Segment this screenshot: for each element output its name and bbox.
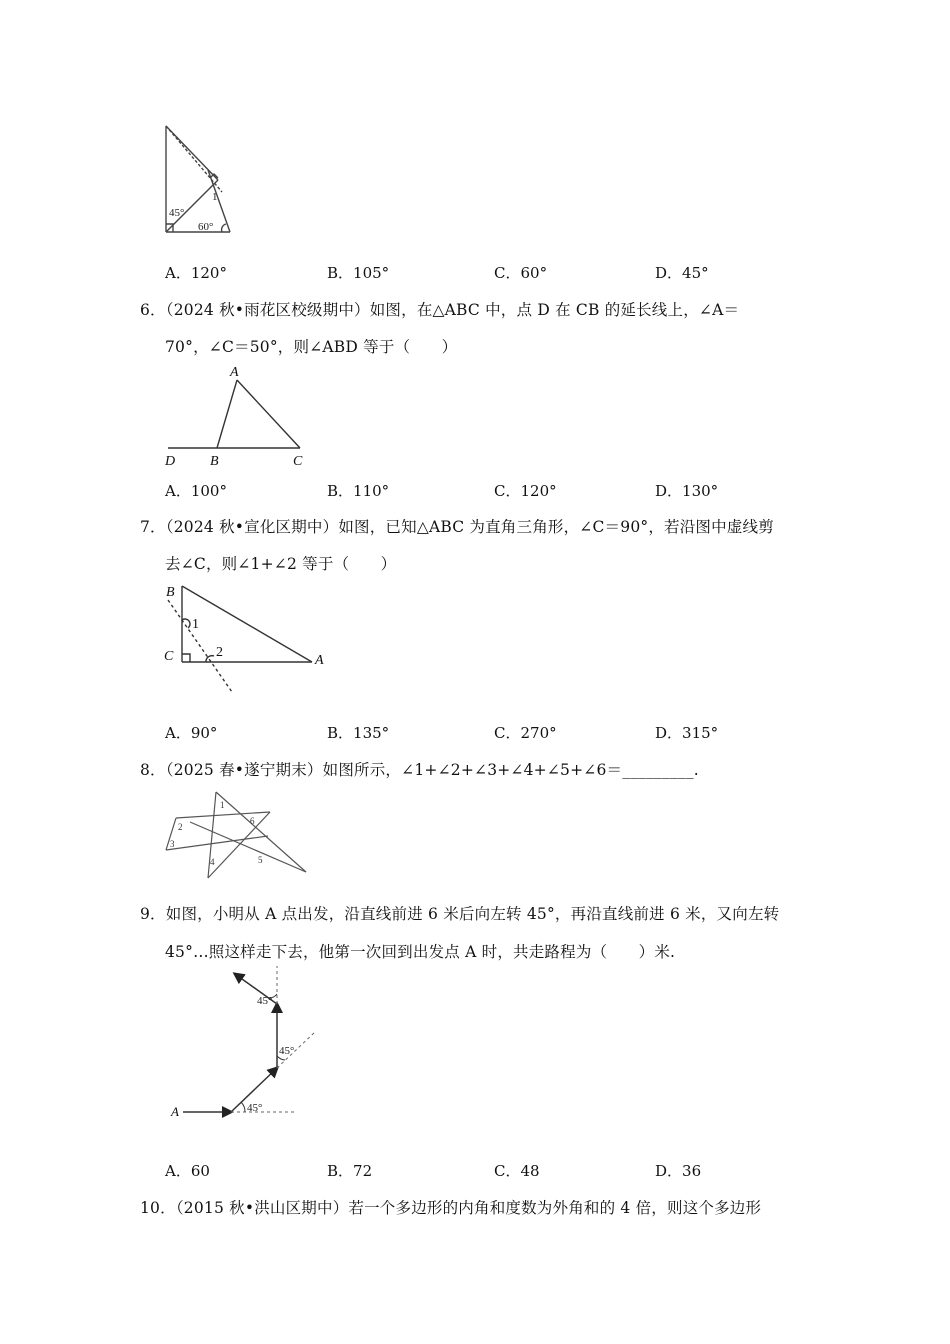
q7-label-b: B — [166, 585, 175, 600]
q9-label-45-3: 45° — [257, 995, 273, 1007]
q6-figure — [160, 362, 320, 472]
q9-option-c[interactable]: C．48 — [494, 1162, 540, 1180]
q7-option-c[interactable]: C．270° — [494, 724, 557, 742]
q7-side-ab — [182, 586, 312, 662]
q9-label-a: A — [171, 1104, 179, 1119]
q6-label-b: B — [210, 454, 219, 469]
q5-option-c[interactable]: C．60° — [494, 264, 548, 282]
q7-option-a[interactable]: A．90° — [165, 724, 218, 742]
q7-stem-line-1: 7．（2024 秋•宣化区期中）如图，已知△ABC 为直角三角形，∠C＝90°，若沿图中虚线剪 — [140, 518, 774, 536]
q7-option-d[interactable]: D．315° — [655, 724, 719, 742]
q5-option-a[interactable]: A．120° — [165, 264, 227, 282]
q6-side-ab — [217, 380, 237, 448]
q6-stem-line-2: 70°，∠C＝50°，则∠ABD 等于（ ） — [165, 338, 458, 356]
q5-upper-hypotenuse — [166, 126, 218, 180]
q7-label-a: A — [315, 653, 324, 668]
q5-label-45: 45° — [169, 207, 185, 219]
q6-label-d: D — [165, 454, 176, 469]
q8-line-g — [190, 822, 306, 872]
q8-label-2: 2 — [178, 822, 183, 832]
q8-label-1: 1 — [220, 800, 225, 810]
q7-label-1: 1 — [192, 617, 199, 632]
q9-arc-1 — [241, 1102, 245, 1112]
q5-option-d[interactable]: D．45° — [655, 264, 709, 282]
q6-option-a[interactable]: A．100° — [165, 482, 227, 500]
q5-dashed-line — [166, 126, 222, 192]
q9-stem-line-2: 45°…照这样走下去，他第一次回到出发点 A 时，共走路程为（ ）米. — [165, 943, 676, 961]
q8-stem-line-1: 8．（2025 春•遂宁期末）如图所示，∠1+∠2+∠3+∠4+∠5+∠6＝_________. — [140, 761, 699, 779]
q6-option-c[interactable]: C．120° — [494, 482, 557, 500]
q9-label-45-1: 45° — [247, 1102, 263, 1114]
q8-label-4: 4 — [210, 857, 215, 867]
q9-stem-line-1: 9．如图，小明从 A 点出发，沿直线前进 6 米后向左转 45°，再沿直线前进 6 米，又向左转 — [140, 905, 780, 923]
q7-option-b[interactable]: B．135° — [327, 724, 390, 742]
q10-stem-line-1: 10．（2015 秋•洪山区期中）若一个多边形的内角和度数为外角和的 4 倍，则这个多边形 — [140, 1199, 762, 1217]
q9-label-45-2: 45° — [279, 1045, 295, 1057]
q9-option-d[interactable]: D．36 — [655, 1162, 702, 1180]
q8-line-f — [208, 812, 270, 878]
q5-angle-arc — [222, 224, 226, 232]
q7-right-angle-mark — [182, 654, 190, 662]
q5-label-60: 60° — [198, 221, 214, 233]
q6-stem-line-1: 6．（2024 秋•雨花区校级期中）如图，在△ABC 中，点 D 在 CB 的延长线上，∠A＝ — [140, 301, 740, 319]
q7-stem-line-2: 去∠C，则∠1+∠2 等于（ ） — [165, 555, 397, 573]
q6-label-c: C — [293, 454, 303, 469]
q6-side-ac — [237, 380, 300, 448]
q7-figure — [160, 578, 340, 696]
q8-line-a — [176, 812, 270, 818]
q8-figure — [160, 786, 310, 882]
q5-option-b[interactable]: B．105° — [327, 264, 390, 282]
q9-option-b[interactable]: B．72 — [327, 1162, 373, 1180]
q7-label-2: 2 — [216, 645, 223, 660]
q8-label-3: 3 — [170, 839, 175, 849]
q6-option-d[interactable]: D．130° — [655, 482, 719, 500]
q9-option-a[interactable]: A．60 — [165, 1162, 210, 1180]
q8-label-6: 6 — [250, 816, 255, 826]
q8-line-c — [166, 836, 268, 850]
q8-label-5: 5 — [258, 855, 263, 865]
q6-option-b[interactable]: B．110° — [327, 482, 390, 500]
q9-figure — [165, 962, 330, 1132]
q5-label-1: 1 — [212, 191, 218, 203]
q5-figure — [160, 120, 240, 240]
q7-label-c: C — [164, 649, 174, 664]
q6-label-a: A — [230, 365, 239, 380]
